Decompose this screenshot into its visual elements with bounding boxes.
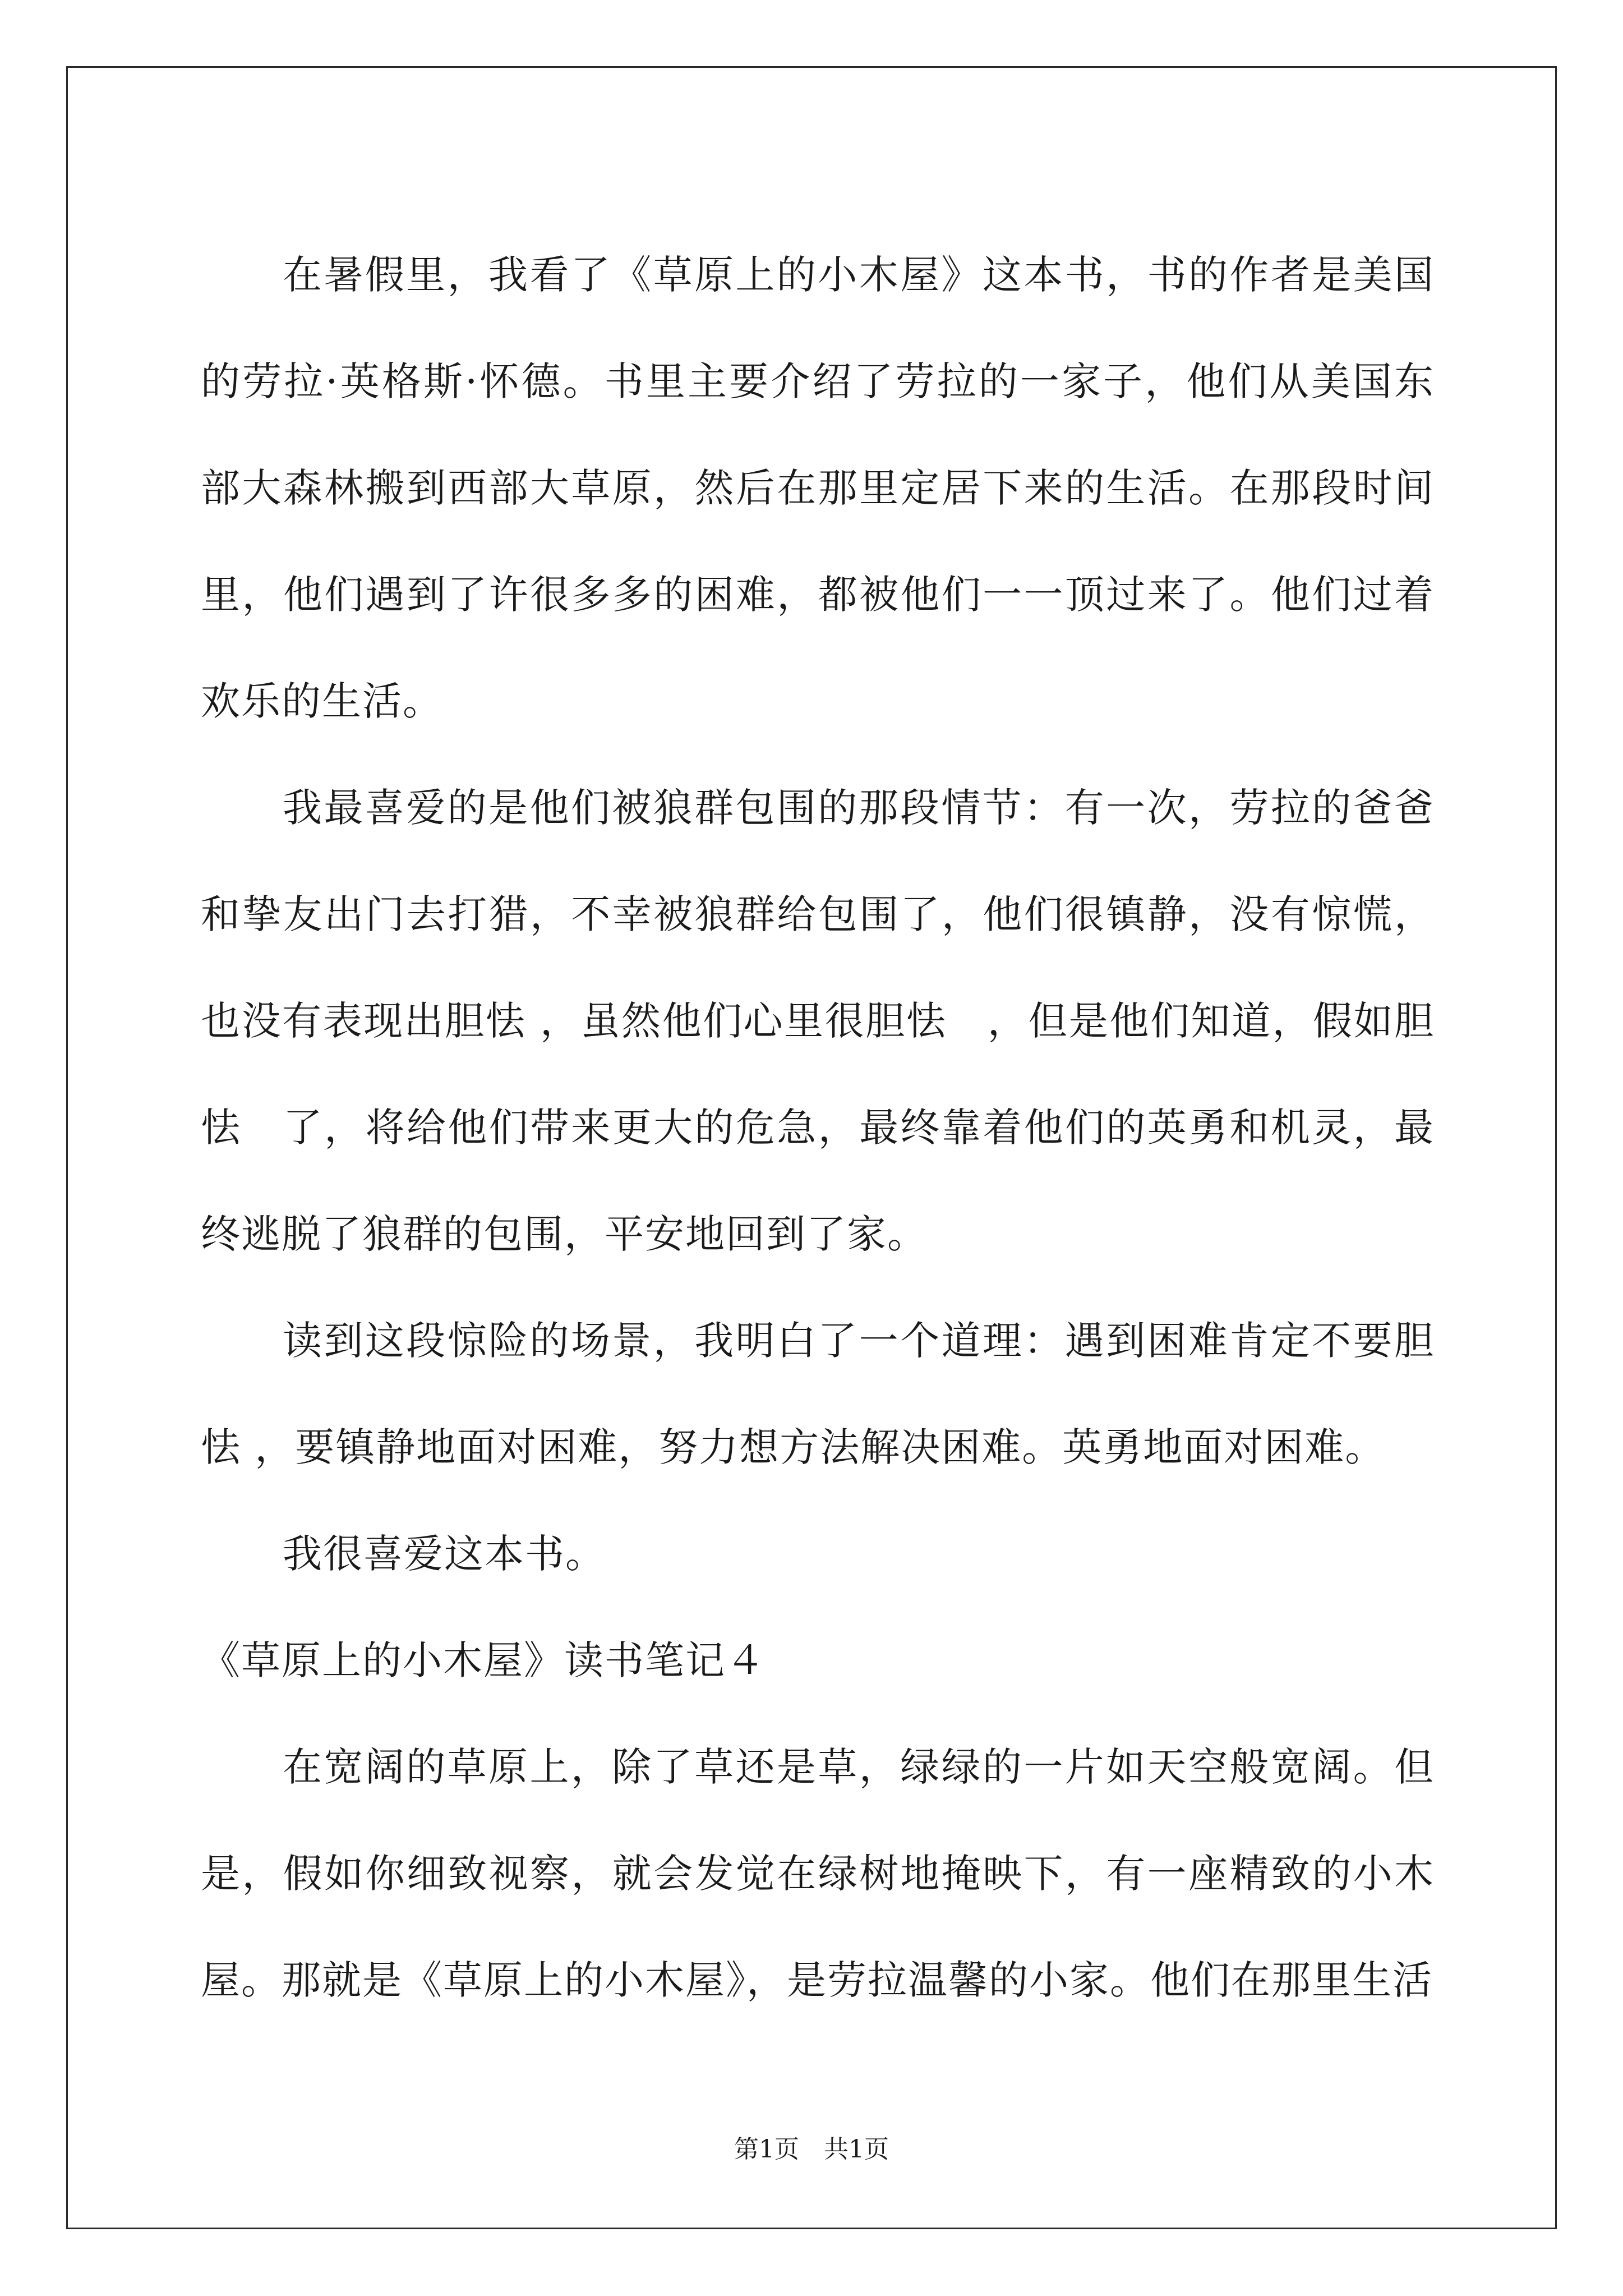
page-number-footer: 第1页 共1页 bbox=[734, 2135, 889, 2164]
section-heading: 《草原上的小木屋》读书笔记４ bbox=[201, 1637, 766, 1683]
document-body bbox=[201, 222, 1435, 2033]
paragraph-3: 读到这段惊险的场景，我明白了一个道理：遇到困难肯定不要胆怯 ，要镇静地面对困难，努力想方法解决困难。英勇地面对困难。 bbox=[201, 1318, 1435, 1470]
paragraph-4: 我很喜爱这本书。 bbox=[283, 1531, 606, 1577]
paragraph-5: 在宽阔的草原上，除了草还是草，绿绿的一片如天空般宽阔。但是，假如你细致视察，就会发觉在绿树地掩映下，有一座精致的小木屋。那就是《草原上的小木屋》，是劳拉温馨的小家。他们在那里生活 bbox=[201, 1744, 1435, 2003]
paragraph-2: 我最喜爱的是他们被狼群包围的那段情节：有一次，劳拉的爸爸和挚友出门去打猎，不幸被狼群给包围了，他们很镇静，没有惊慌，也没有表现出胆怯 ，虽然他们心里很胆怯 ，但是他们知道，假如胆怯 了，将给他们带来更大的危急，最终靠着他们的英勇和机灵，最终逃脱了狼群的包围，平安地回到了家。 bbox=[201, 785, 1435, 1257]
paragraph-1: 在暑假里，我看了《草原上的小木屋》这本书，书的作者是美国的劳拉·英格斯·怀德。书里主要介绍了劳拉的一家子，他们从美国东部大森林搬到西部大草原，然后在那里定居下来的生活。在那段时间里，他们遇到了许很多多的困难，都被他们一一顶过来了。他们过着欢乐的生活。 bbox=[201, 252, 1435, 724]
